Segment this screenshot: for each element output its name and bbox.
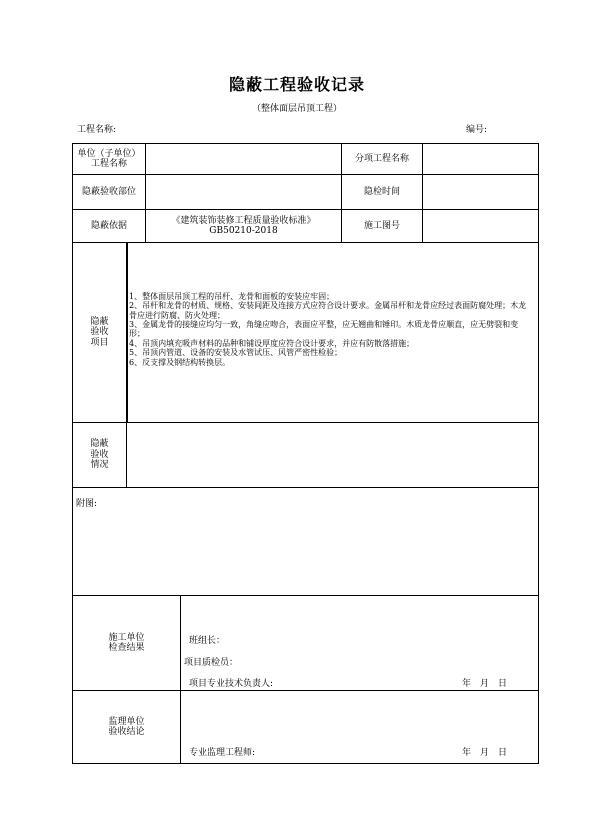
unit-label — [72, 143, 146, 175]
document-title: 隐蔽工程验收记录 — [228, 75, 365, 94]
sub-project-label: 分项工程名称 — [341, 143, 423, 175]
unit-value-field[interactable] — [145, 143, 342, 175]
item-5: 5、吊顶内管道、设备的安装及水管试压、风管严密性检验； — [129, 348, 343, 358]
contractor-signoff — [180, 595, 539, 691]
basis-label: 隐蔽依据 — [72, 209, 146, 243]
supervisor-date-label: 年 月 日 — [462, 748, 508, 758]
basis-value — [145, 209, 342, 243]
attachment-label: 附图: — [76, 499, 98, 509]
drawing-label: 施工图号 — [341, 209, 423, 243]
status-value-field[interactable] — [126, 422, 539, 488]
contractor-label-line1: 施工单位 — [108, 632, 145, 643]
item-4: 4、吊顶内填充吸声材料的品种和铺设厚度应符合设计要求，并应有防散落措施； — [129, 338, 415, 348]
item-3: 3、金属龙骨的接缝应均匀一致，角缝应吻合，表面应平整，应无翘曲和锤印。木质龙骨应顺直，应无劈裂和变形； — [129, 320, 519, 339]
supervisor-signoff — [180, 690, 539, 764]
tech-lead-label: 项目专业技术负责人: — [189, 679, 274, 689]
time-label: 隐检时间 — [341, 174, 423, 210]
document-subtitle: （整体面层吊顶工程） — [251, 104, 342, 114]
time-value-field[interactable] — [422, 174, 539, 210]
supervisor-label-line1: 监理单位 — [108, 716, 145, 727]
supervisor-label — [72, 690, 181, 764]
items-content — [126, 242, 539, 423]
project-name-label: 工程名称: — [77, 125, 117, 135]
supervisor-engineer-label: 专业监理工程师: — [189, 748, 256, 758]
attachment-area[interactable] — [72, 487, 539, 596]
sub-project-value-field[interactable] — [422, 143, 539, 175]
team-leader-label: 班组长： — [189, 636, 226, 646]
status-label-text: 隐蔽验收情况 — [90, 439, 109, 471]
item-2: 2、吊杆和龙骨的材质、规格、安装间距及连接方式应符合设计要求。金属吊杆和龙骨应经过表面防腐处理；木龙骨应进行防腐、防火处理； — [129, 301, 527, 320]
drawing-value-field[interactable] — [422, 209, 539, 243]
part-label: 隐蔽验收部位 — [72, 174, 146, 210]
items-label — [72, 242, 127, 423]
contractor-date-label: 年 月 日 — [462, 679, 508, 689]
basis-standard-code: GB50210-2018 — [209, 226, 278, 236]
status-label — [72, 422, 127, 488]
qc-label: 项目质检员： — [184, 658, 239, 668]
unit-label-line1: 单位（子单位） — [77, 148, 141, 159]
items-label-text: 隐蔽验收项目 — [90, 316, 109, 348]
contractor-label — [72, 595, 181, 691]
part-value-field[interactable] — [145, 174, 342, 210]
basis-standard-name: 《建筑装饰装修工程质量验收标准》 — [171, 215, 316, 226]
item-1: 1、整体面层吊顶工程的吊杆、龙骨和面板的安装应牢固； — [129, 292, 335, 301]
number-label: 编号: — [466, 125, 488, 135]
supervisor-label-line2: 验收结论 — [108, 727, 145, 737]
unit-label-line2: 工程名称 — [90, 159, 127, 169]
item-6: 6、反支撑及钢结构转换层。 — [129, 357, 231, 367]
contractor-label-line2: 检查结果 — [108, 643, 145, 653]
items-divider — [126, 242, 128, 423]
